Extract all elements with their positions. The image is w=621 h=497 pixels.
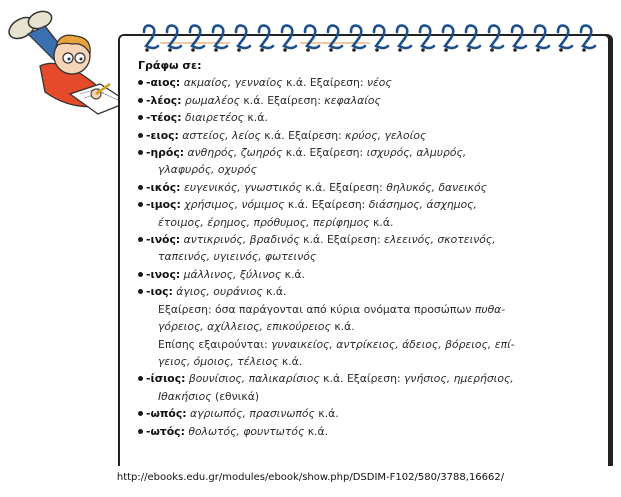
list-item-continuation: ταπεινός, υγιεινός, φωτεινός <box>158 250 317 264</box>
list-item: -ιος: άγιος, ουράνιος κ.ά. <box>138 283 598 300</box>
spiral-ring-icon <box>535 26 549 52</box>
spiral-ring-icon <box>420 26 434 52</box>
spiral-ring-icon <box>305 26 319 52</box>
spiral-ring-icon <box>144 26 158 52</box>
spiral-ring-icon <box>374 26 388 52</box>
spiral-binding <box>136 24 606 54</box>
exception-paragraph-line: Εξαίρεση: όσα παράγονται από κύρια ονόματα προσώπων πυθα- <box>158 302 506 316</box>
list-item: -αιος: ακμαίος, γενναίος κ.ά. Εξαίρεση: νέος <box>138 74 598 91</box>
list-item: -ικός: ευγενικός, γνωστικός κ.ά. Εξαίρεση: θηλυκός, δανεικός <box>138 179 598 196</box>
list-item: -ωπός: αγριωπός, πρασινωπός κ.ά. <box>138 405 598 422</box>
list-item-continuation: έτοιμος, έρημος, πρόθυμος, περίφημος κ.ά. <box>158 215 394 229</box>
list-item: -ειος: αστείος, λείος κ.ά. Εξαίρεση: κρύος, γελοίος <box>138 127 598 144</box>
list-item: -ηρός: ανθηρός, ζωηρός κ.ά. Εξαίρεση: ισχυρός, αλμυρός, <box>138 144 598 161</box>
list-item: -ίσιος: βουνίσιος, παλικαρίσιος κ.ά. Εξαίρεση: γνήσιος, ημερήσιος, <box>138 370 598 387</box>
list-item: -ιμος: χρήσιμος, νόμιμος κ.ά. Εξαίρεση: διάσημος, άσχημος, <box>138 196 598 213</box>
spiral-ring-icon <box>282 26 296 52</box>
list-item-continuation: γλαφυρός, οχυρός <box>158 163 257 177</box>
spiral-ring-icon <box>512 26 526 52</box>
spiral-ring-icon <box>443 26 457 52</box>
spiral-ring-icon <box>167 26 181 52</box>
list-item: -λέος: ρωμαλέος κ.ά. Εξαίρεση: κεφαλαίος <box>138 92 598 109</box>
spiral-ring-icon <box>328 26 342 52</box>
list-item: -ωτός: θολωτός, φουντωτός κ.ά. <box>138 423 598 440</box>
list-item: -τέος: διαιρετέος κ.ά. <box>138 109 598 126</box>
spiral-ring-icon <box>558 26 572 52</box>
spiral-ring-icon <box>489 26 503 52</box>
list-item: -ινός: αντικρινός, βραδινός κ.ά. Εξαίρεση: ελεεινός, σκοτεινός, <box>138 231 598 248</box>
grammar-content <box>138 57 598 440</box>
spiral-ring-icon <box>466 26 480 52</box>
exception-paragraph-line: γόρειος, αχίλλειος, επικούρειος κ.ά. <box>158 320 355 334</box>
source-url-caption: http://ebooks.edu.gr/modules/ebook/show.php/DSDIM-F102/580/3788,16662/ <box>116 472 505 483</box>
list-item-continuation: Ιθακήσιος (εθνικά) <box>158 389 260 403</box>
spiral-ring-icon <box>190 26 204 52</box>
list-item: -ινος: μάλλινος, ξύλινος κ.ά. <box>138 266 598 283</box>
spiral-ring-icon <box>259 26 273 52</box>
content-heading: Γράφω σε: <box>138 59 202 72</box>
spiral-ring-icon <box>351 26 365 52</box>
spiral-ring-icon <box>581 26 595 52</box>
spiral-ring-icon <box>213 26 227 52</box>
exception-paragraph-line: Επίσης εξαιρούνται: γυναικείος, αντρίκειος, άδειος, βόρειος, επί- <box>158 337 515 351</box>
spiral-ring-icon <box>397 26 411 52</box>
exception-paragraph-line: γειος, όμοιος, τέλειος κ.ά. <box>158 354 303 368</box>
spiral-ring-icon <box>236 26 250 52</box>
